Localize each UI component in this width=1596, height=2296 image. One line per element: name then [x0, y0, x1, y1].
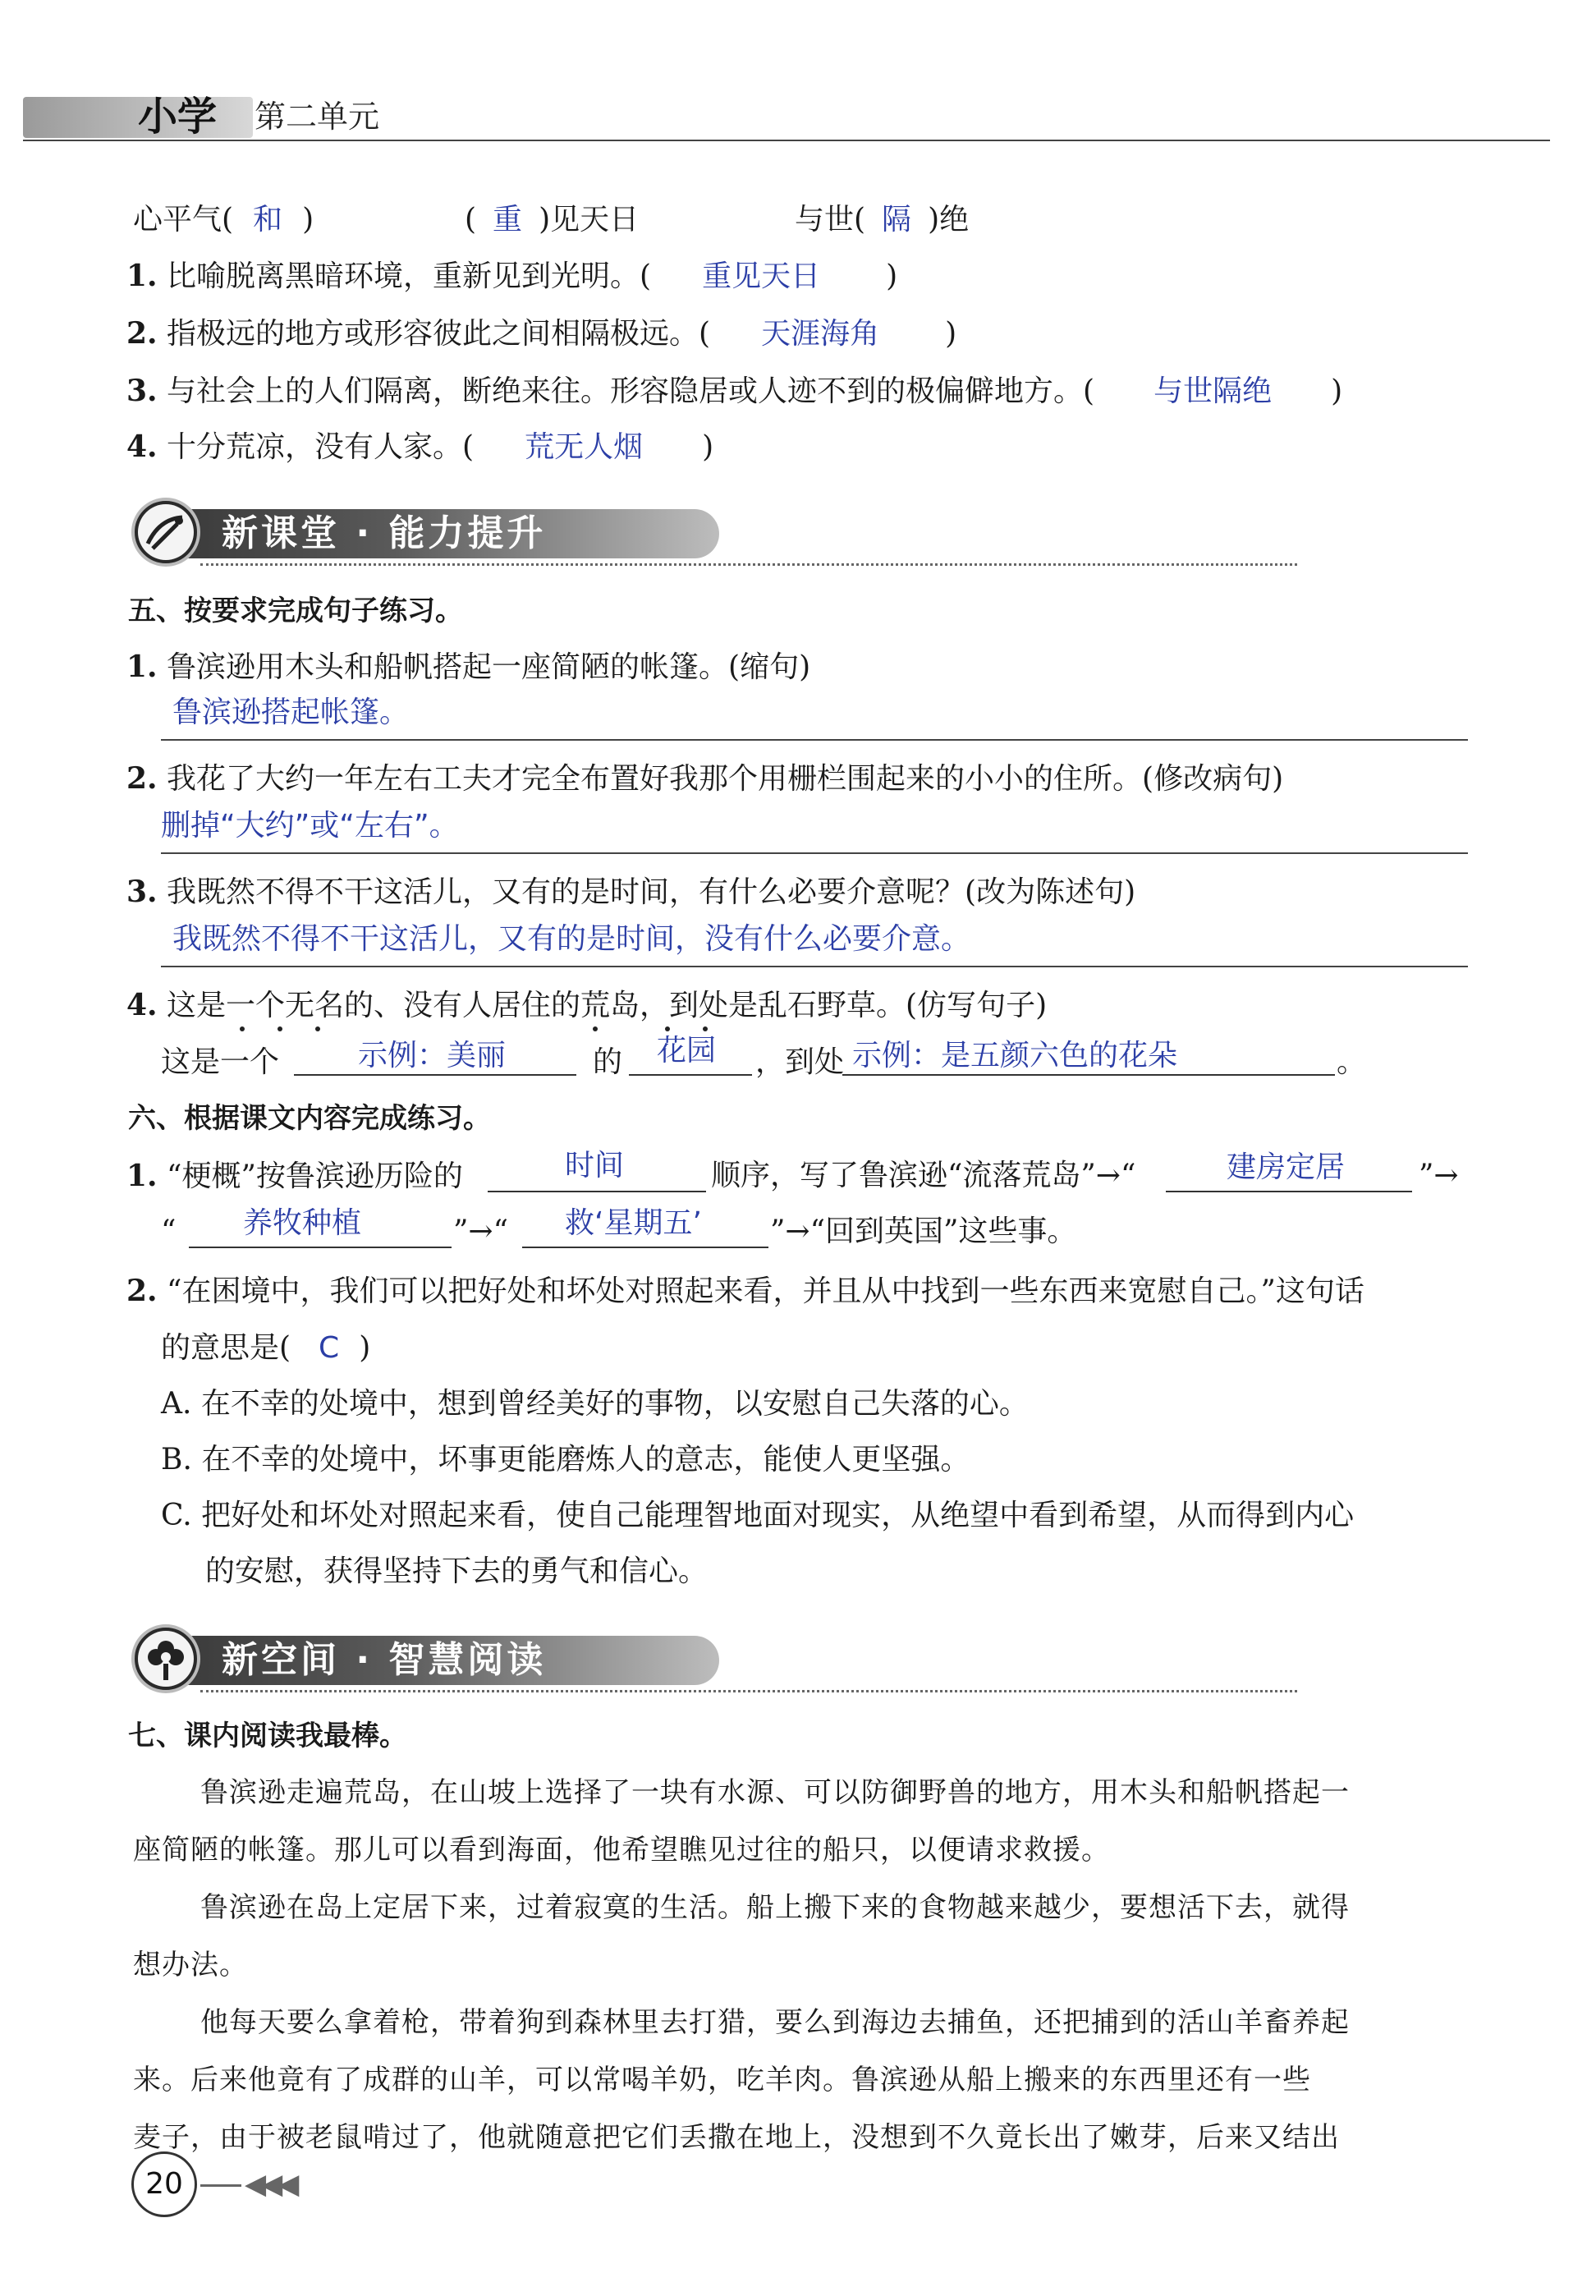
- idiom-q1-answer: 重见天日: [702, 259, 821, 293]
- section-dotted-rule: [200, 563, 1297, 566]
- p5-q1: 1. 鲁滨逊用木头和船帆搭起一座简陋的帐篷。(缩句): [126, 650, 811, 684]
- p5-q2: 2. 我花了大约一年左右工夫才完全布置好我那个用栅栏围起来的小小的住所。(修改病句): [126, 761, 1284, 796]
- idiom-answer-1: 和: [253, 203, 283, 236]
- section-header-reading: [131, 1624, 1297, 1693]
- reading-line: 来。后来他竟有了成群的山羊，可以常喝羊奶，吃羊肉。鲁滨逊从船上搬来的东西里还有一些: [133, 2064, 1311, 2096]
- footer-arrows-icon: ◀◀◀: [200, 2166, 294, 2202]
- p6-q2-optB: B. 在不幸的处境中，坏事更能磨炼人的意志，能使人更坚强。: [161, 1443, 970, 1476]
- p6-q1-t3: ”→: [1419, 1159, 1459, 1192]
- p6-q1-t5: ”→“: [453, 1215, 508, 1248]
- idiom-item-1: 心平气( 和 ): [133, 203, 314, 236]
- p5-q4-l4: 。: [1337, 1045, 1367, 1079]
- p6-q1-blank2: [1166, 1191, 1412, 1192]
- header-rule: [23, 140, 1550, 141]
- p6-q1-t2: 顺序，写了鲁滨逊“流落荒岛”→“: [711, 1159, 1136, 1192]
- p6-q1-line1: 1. “梗概”按鲁滨逊历险的: [126, 1159, 463, 1193]
- p5-q4-fill: 这是一个: [161, 1045, 280, 1079]
- p6-q1-ans1: 时间: [565, 1149, 625, 1182]
- p5-q3: 3. 我既然不得不干这活儿，又有的是时间，有什么必要介意呢？(改为陈述句): [126, 875, 1136, 909]
- section-dotted-rule: [200, 1690, 1297, 1692]
- p6-q2-line2: 的意思是( C ): [161, 1331, 371, 1365]
- p6-q2-answer: C: [319, 1331, 340, 1365]
- p5-q2-answer: 删掉“大约”或“左右”。: [161, 809, 459, 843]
- reading-line: 想办法。: [133, 1949, 248, 1981]
- p5-q4-ans2: 花园: [657, 1034, 717, 1068]
- p5-q4-l2: 的: [593, 1045, 623, 1079]
- p6-q1-t4: “: [161, 1215, 177, 1248]
- p5-q4: 4. 这是一个无名的、没有人居住的荒岛，到处是乱石野草。(仿写句子): [126, 988, 1048, 1022]
- p5-q1-line: [161, 739, 1468, 741]
- emphasis-dot: [315, 1026, 320, 1031]
- p5-q2-line: [161, 852, 1468, 854]
- emphasis-dot: [240, 1026, 245, 1031]
- p5-q4-l3: ，到处: [755, 1045, 845, 1079]
- satellite-icon: [131, 498, 200, 567]
- p5-q3-answer: 我既然不得不干这活儿，又有的是时间，没有什么必要介意。: [172, 922, 971, 956]
- reading-line: 他每天要么拿着枪，带着狗到森林里去打猎，要么到海边去捕鱼，还把捕到的活山羊畜养起: [200, 2006, 1350, 2039]
- section-header-ability: [131, 498, 1297, 567]
- logo-text: 小学: [138, 94, 218, 140]
- emphasis-dot: [703, 1026, 708, 1031]
- idiom-q4-answer: 荒无人烟: [525, 430, 644, 464]
- p6-q2-optA: A. 在不幸的处境中，想到曾经美好的事物，以安慰自己失落的心。: [161, 1387, 1029, 1421]
- part6-title: 六、根据课文内容完成练习。: [128, 1102, 491, 1135]
- emphasis-dot: [593, 1026, 598, 1031]
- p6-q1-ans2: 建房定居: [1227, 1150, 1346, 1184]
- section-title: 新空间 · 智慧阅读: [222, 1639, 547, 1681]
- p6-q1-t6: ”→“回到英国”这些事。: [770, 1215, 1077, 1248]
- emphasis-dot: [277, 1026, 282, 1031]
- p5-q1-answer: 鲁滨逊搭起帐篷。: [172, 696, 410, 729]
- idiom-item-3: 与世( 隔 )绝: [795, 203, 970, 236]
- flower-icon: [131, 1624, 200, 1693]
- unit-title: 第二单元: [255, 99, 380, 135]
- header-logo: [130, 89, 245, 143]
- p5-q4-blank1: [294, 1074, 576, 1076]
- p5-q4-ans3: 示例：是五颜六色的花朵: [852, 1039, 1178, 1072]
- page-number-badge: [131, 2151, 197, 2217]
- section-title: 新课堂 · 能力提升: [222, 512, 547, 554]
- part5-title: 五、按要求完成句子练习。: [128, 595, 463, 627]
- p6-q1-blank1: [488, 1191, 706, 1192]
- p5-q4-blank2: [629, 1074, 752, 1076]
- p6-q1-blank4: [522, 1247, 768, 1248]
- p6-q1-blank3: [189, 1247, 452, 1248]
- idiom-answer-3: 隔: [882, 203, 912, 236]
- emphasis-dot: [665, 1026, 670, 1031]
- part7-title: 七、课内阅读我最棒。: [128, 1720, 407, 1752]
- page-header: [23, 89, 1550, 146]
- idiom-question-3: 3. 与社会上的人们隔离，断绝来往。形容隐居或人迹不到的极偏僻地方。( 与世隔绝 ): [126, 374, 1343, 408]
- reading-line: 鲁滨逊走遍荒岛，在山坡上选择了一块有水源、可以防御野兽的地方，用木头和船帆搭起一: [200, 1776, 1350, 1809]
- idiom-question-2: 2. 指极远的地方或形容彼此之间相隔极远。( 天涯海角 ): [126, 316, 957, 351]
- reading-line: 座简陋的帐篷。那儿可以看到海面，他希望瞧见过往的船只，以便请求救援。: [133, 1834, 1110, 1867]
- p6-q2-optC-line1: C. 把好处和坏处对照起来看，使自己能理智地面对现实，从绝望中看到希望，从而得到内心: [161, 1499, 1355, 1532]
- idiom-answer-2: 重: [493, 203, 523, 236]
- idiom-item-2: ( 重 )见天日: [465, 203, 640, 236]
- p6-q1-ans4: 救‘星期五’: [565, 1206, 702, 1240]
- idiom-q3-answer: 与世隔绝: [1153, 374, 1273, 408]
- p5-q3-line: [161, 966, 1468, 967]
- idiom-question-1: 1. 比喻脱离黑暗环境，重新见到光明。( 重见天日 ): [126, 259, 898, 293]
- p5-q4-ans1: 示例：美丽: [358, 1039, 507, 1072]
- idiom-question-4: 4. 十分荒凉，没有人家。( 荒无人烟 ): [126, 429, 714, 464]
- reading-line: 麦子，由于被老鼠啃过了，他就随意把它们丢撒在地上，没想到不久竟长出了嫩芽，后来又结出: [133, 2121, 1340, 2154]
- p6-q2-line1: 2. “在困境中，我们可以把好处和坏处对照起来看，并且从中找到一些东西来宽慰自己。”这句话: [126, 1274, 1364, 1308]
- p6-q2-optC-line2: 的安慰，获得坚持下去的勇气和信心。: [205, 1554, 709, 1588]
- p6-q1-ans3: 养牧种植: [243, 1206, 362, 1240]
- page-number: 20: [145, 2167, 183, 2201]
- p5-q4-blank3: [842, 1074, 1335, 1076]
- reading-line: 鲁滨逊在岛上定居下来，过着寂寞的生活。船上搬下来的食物越来越少，要想活下去，就得: [200, 1891, 1350, 1924]
- idiom-q2-answer: 天涯海角: [761, 317, 880, 351]
